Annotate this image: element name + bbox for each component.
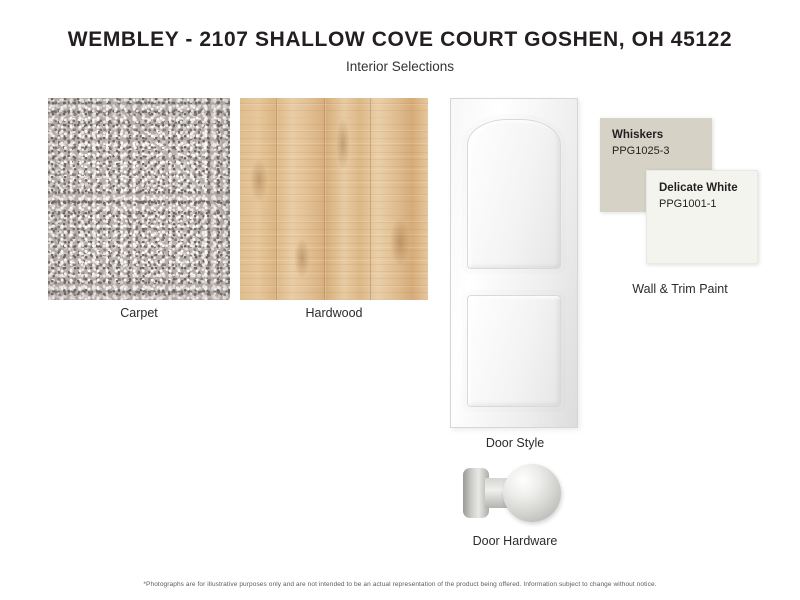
- paint-chip-delicate-white: [646, 170, 758, 264]
- wood-knot: [250, 158, 268, 202]
- door-style-caption: Door Style: [485, 436, 545, 450]
- door-style-image: [450, 98, 578, 428]
- carpet-texture: [48, 98, 230, 300]
- plank-divider: [276, 98, 278, 300]
- door-hardware-image: [455, 462, 575, 524]
- wood-knot: [390, 218, 410, 266]
- door-panel-top: [467, 119, 561, 269]
- hardwood-caption: Hardwood: [305, 306, 363, 320]
- paint-chip-name: Delicate White: [659, 182, 738, 194]
- hardwood-swatch: [240, 98, 428, 300]
- page-title: WEMBLEY - 2107 SHALLOW COVE COURT GOSHEN, OH 45122: [67, 28, 733, 51]
- carpet-swatch: [48, 98, 230, 300]
- carpet-caption: Carpet: [120, 306, 158, 320]
- paint-chip-code: PPG1025-3: [612, 144, 670, 157]
- wood-knot: [294, 238, 310, 278]
- door-panel-bottom: [467, 295, 561, 407]
- knob-ball: [503, 464, 561, 522]
- paint-caption: Wall & Trim Paint: [632, 282, 728, 296]
- door-hardware-caption: Door Hardware: [472, 534, 558, 548]
- page-subtitle: Interior Selections: [345, 59, 455, 74]
- paint-chip-name: Whiskers: [612, 129, 664, 141]
- hardwood-texture: [240, 98, 428, 300]
- plank-divider: [324, 98, 326, 300]
- plank-divider: [370, 98, 372, 300]
- footer-disclaimer: *Photographs are for illustrative purposes only and are not intended to be an actual representation of the product being offered. Information subject to change without notice.: [143, 581, 657, 588]
- wood-grain-overlay: [240, 98, 428, 300]
- paint-chips: [600, 118, 760, 298]
- wood-knot: [336, 118, 350, 170]
- paint-chip-code: PPG1001-1: [659, 197, 717, 210]
- door-slab: [450, 98, 578, 428]
